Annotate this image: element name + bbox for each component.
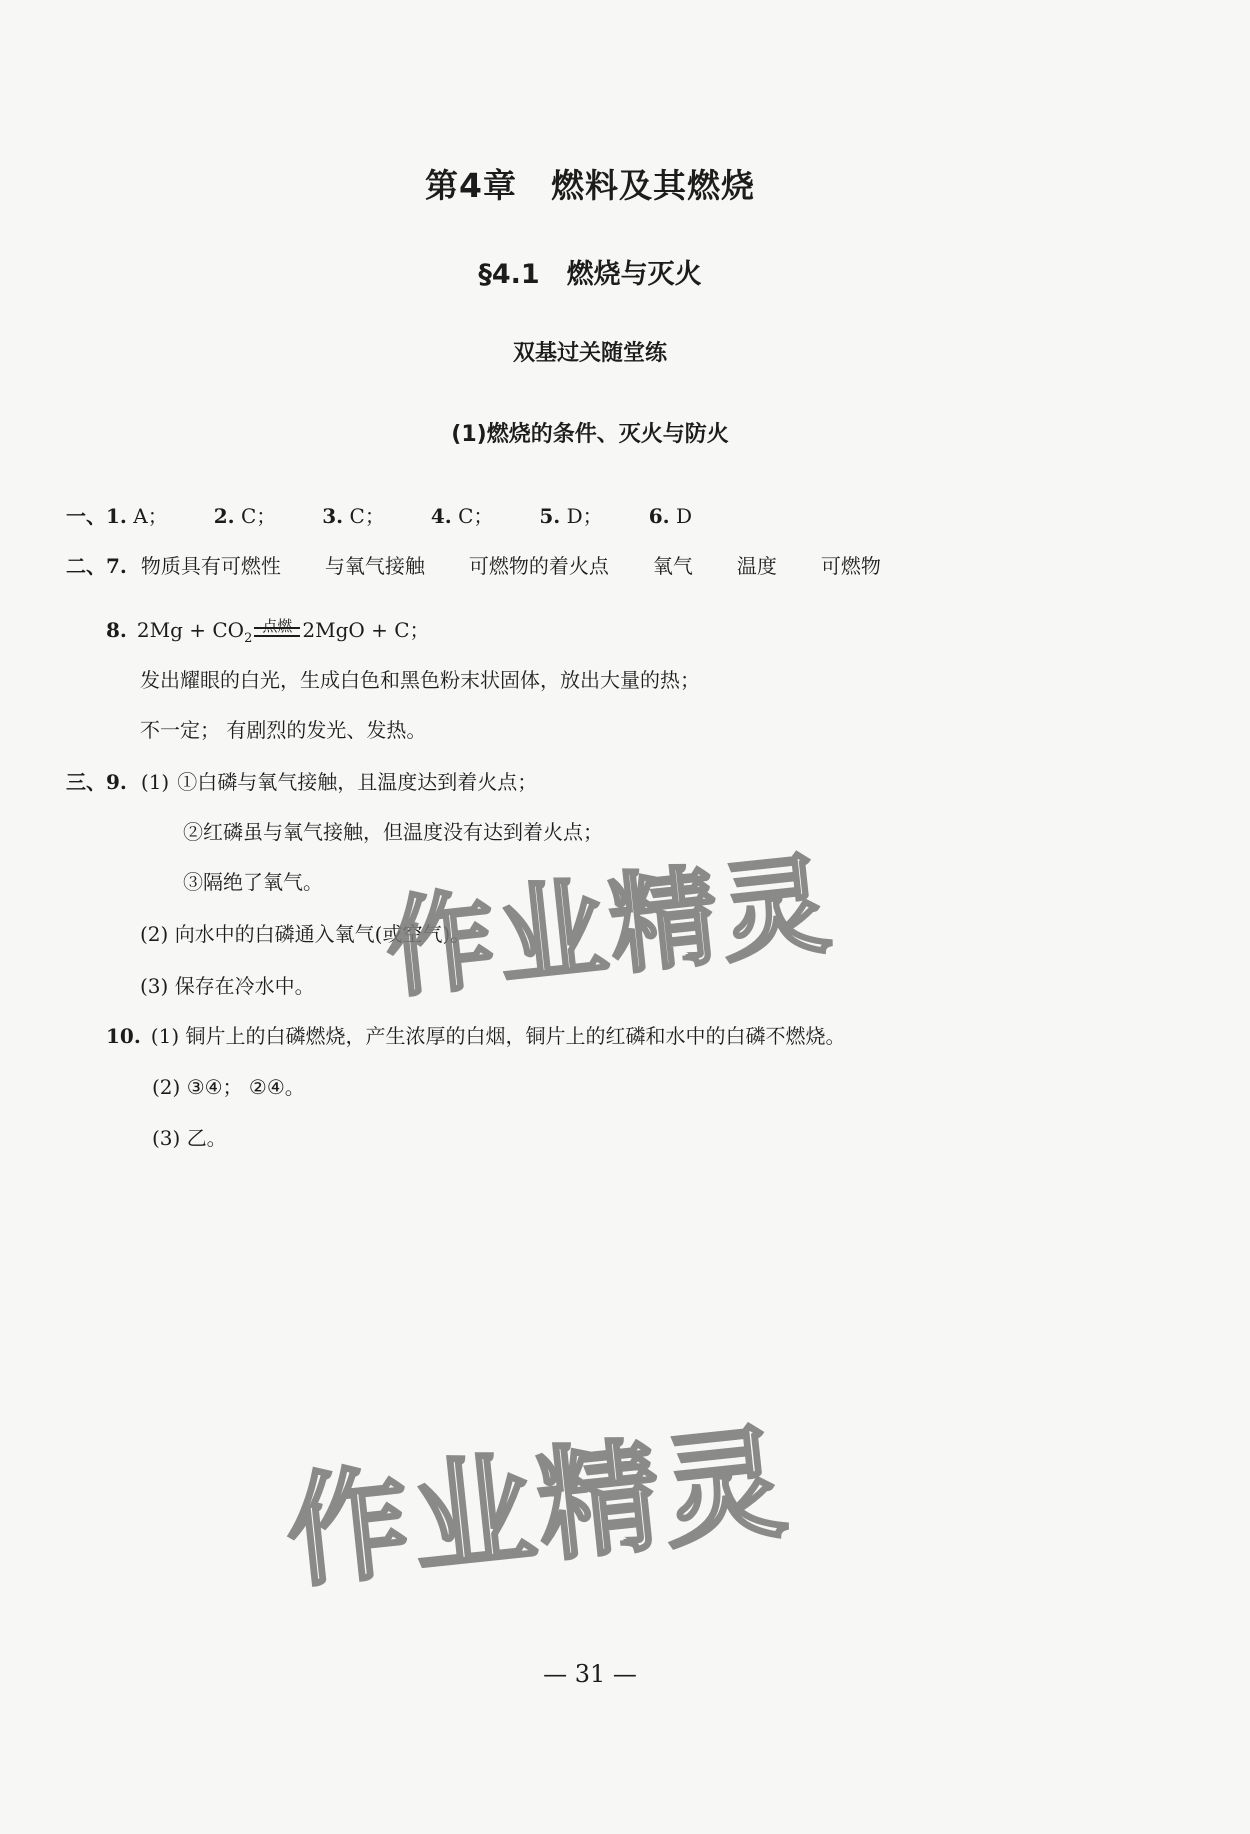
answer-row-q10 — [106, 1020, 845, 1049]
question-number: 4. — [430, 504, 452, 528]
answer-line: ③隔绝了氧气。 — [183, 870, 323, 894]
answer-row-q7 — [66, 550, 881, 579]
question-number: 10. — [106, 1024, 141, 1048]
answer: 可燃物的着火点 — [468, 554, 609, 578]
answer: 物质具有可燃性 — [140, 554, 281, 578]
answer: C； — [240, 504, 277, 528]
chapter-title: 第4章 燃料及其燃烧 — [425, 166, 755, 205]
part-label: (1) — [140, 770, 170, 794]
question-number: 2. — [213, 504, 235, 528]
answer: (1) 铜片上的白磷燃烧，产生浓厚的白烟，铜片上的红磷和水中的白磷不燃烧。 — [150, 1024, 846, 1048]
answer: D — [675, 504, 692, 528]
answer: D； — [566, 504, 603, 528]
condition-label: 点燃 — [262, 617, 293, 635]
equation-subscript: 2 — [244, 631, 253, 646]
section-number: 一、 — [66, 504, 106, 528]
answer-line: ②红磷虽与氧气接触，但温度没有达到着火点； — [183, 820, 603, 844]
answer-line: 发出耀眼的白光，生成白色和黑色粉末状固体，放出大量的热； — [140, 668, 700, 692]
equation-left: 2Mg + CO — [136, 618, 245, 642]
answer-row-q1-6 — [66, 500, 692, 529]
question-number: 6. — [648, 504, 670, 528]
answer-row-q8-equation — [106, 614, 430, 646]
subsection-title: (1)燃烧的条件、灭火与防火 — [451, 422, 729, 447]
answer: A； — [133, 504, 168, 528]
question-number: 7. — [106, 554, 127, 578]
answer-line: (3) 乙。 — [152, 1126, 227, 1150]
watermark: 作业精灵 — [380, 841, 840, 1014]
answer-line: (2) 向水中的白磷通入氧气(或空气)。 — [140, 922, 471, 946]
page-number: — 31 — — [543, 1660, 637, 1688]
question-number: 8. — [106, 618, 127, 642]
answer: 温度 — [736, 554, 777, 578]
section-number: 三、 — [66, 770, 106, 794]
practice-subtitle: 双基过关随堂练 — [512, 341, 667, 366]
answer: 可燃物 — [820, 554, 881, 578]
answer: ①白磷与氧气接触，且温度达到着火点； — [177, 770, 538, 794]
answer: 氧气 — [652, 554, 693, 578]
answer: C； — [349, 504, 385, 528]
question-number: 1. — [106, 504, 127, 528]
question-number: 3. — [322, 504, 344, 528]
answer: C； — [458, 504, 494, 528]
answer-line: 不一定； 有剧烈的发光、发热。 — [140, 718, 427, 742]
equation-right: 2MgO + C； — [302, 618, 430, 642]
answer-line: (3) 保存在冷水中。 — [140, 974, 315, 998]
watermark: 作业精灵 — [280, 1410, 797, 1605]
answer: 与氧气接触 — [324, 554, 425, 578]
question-number: 9. — [106, 770, 127, 794]
answer-row-q9 — [66, 766, 537, 795]
section-number: 二、 — [66, 554, 106, 578]
section-title: §4.1 燃烧与灭火 — [478, 259, 702, 290]
answer-line: (2) ③④； ②④。 — [152, 1075, 305, 1099]
question-number: 5. — [539, 504, 561, 528]
